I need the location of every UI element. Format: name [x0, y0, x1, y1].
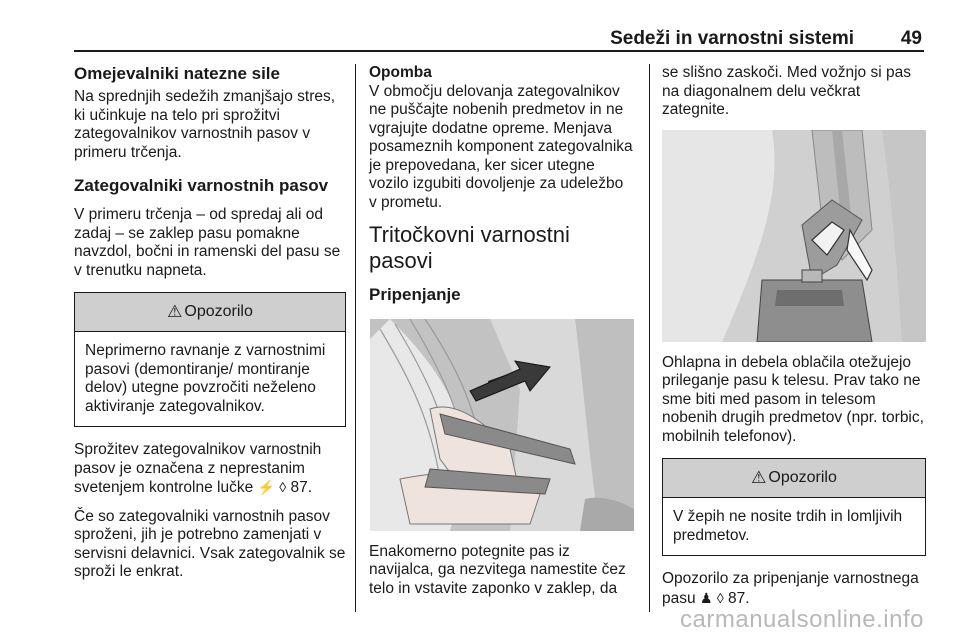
- warning-title: Opozorilo: [768, 468, 837, 486]
- warning-triangle-icon: ⚠: [751, 467, 767, 487]
- page-number: 49: [900, 28, 922, 49]
- page-reference[interactable]: 87.: [728, 589, 750, 607]
- warning-box: [662, 458, 926, 556]
- warning-header: [75, 293, 345, 332]
- paragraph: Sprožitev zategovalnikov varnostnih pasov je označena z neprestanim svetenjem kontrolne lučke ⚡ ◊ 87.: [74, 441, 322, 496]
- column-middle: [369, 64, 635, 608]
- page-reference-icon: ◊: [716, 589, 724, 606]
- section-heading: Zategovalniki varnostnih pasov: [74, 176, 329, 195]
- paragraph: Enakomerno potegnite pas iz navijalca, ga nezvitega namestite čez telo in vstavite zaponko v zaklep, da: [369, 542, 626, 597]
- page-header: [74, 28, 924, 52]
- section-heading: Omejevalniki natezne sile: [74, 64, 280, 83]
- warning-title: Opozorilo: [184, 302, 253, 320]
- paragraph: Opozorilo za pripenjanje varnostnega pasu ♟ ◊ 87.: [662, 570, 919, 607]
- warning-body: Neprimerno ravnanje z varnostnimi pasovi (demontiranje/ montiranje delov) utegne povzročiti neželeno aktiviranje zategovalnikov.: [85, 342, 326, 415]
- page-title: Sedeži in varnostni sistemi: [610, 28, 854, 49]
- column-divider: [355, 64, 356, 612]
- page-reference[interactable]: 87.: [290, 479, 313, 496]
- note-body: V območju delovanja zategovalnikov ne puščajte nobenih predmetov in ne vgrajujte dodatne opreme. Menjava posameznih komponent zategovalnika je prepovedana, ker sicer utegne vozilo izgubiti dovoljenje za udeležbo v prometu.: [369, 82, 633, 211]
- paragraph: Na sprednjih sedežih zmanjšajo stres, ki učinkuje na telo pri sprožitvi zategovalnikov varnostnih pasov v primeru trčenja.: [74, 88, 336, 161]
- paragraph: Ohlapna in debela oblačila otežujejo prileganje pasu k telesu. Prav tako ne sme biti med pasom in telesom nobenih drugih predmetov (npr. torbic, mobilnih telefonov).: [662, 353, 924, 445]
- warning-triangle-icon: ⚠: [167, 301, 183, 321]
- column-left: [74, 64, 346, 592]
- page-reference-icon: ◊: [279, 479, 287, 495]
- paragraph: se slišno zaskoči. Med vožnjo si pas na diagonalnem delu večkrat zategnite.: [662, 64, 911, 118]
- seatbelt-buckle-illustration: [662, 130, 926, 342]
- warning-body: V žepih ne nosite trdih in lomljivih predmetov.: [673, 508, 903, 544]
- warning-box: [74, 292, 346, 427]
- warning-header: [663, 459, 925, 498]
- seatbelt-fastening-illustration: [369, 319, 635, 531]
- column-right: [662, 64, 926, 618]
- seatbelt-reminder-icon: ♟: [699, 589, 713, 606]
- paragraph: V primeru trčenja – od spredaj ali od zadaj – se zaklep pasu pomakne navzdol, bočni in ramenski del pasu se v trenutku napneta.: [74, 206, 341, 279]
- watermark: carmanualsonline.info: [680, 606, 924, 633]
- paragraph: Če so zategovalniki varnostnih pasov sproženi, jih je potrebno zamenjati v servisni delavnici. Vsak zategovalnik se sproži le enkrat.: [74, 507, 346, 580]
- section-heading-large: Tritočkovni varnostni pasovi: [369, 222, 570, 273]
- column-divider: [649, 64, 650, 612]
- section-heading: Pripenjanje: [369, 285, 461, 304]
- seatbelt-pretensioner-icon: ⚡: [257, 479, 275, 495]
- note-title: Opomba: [369, 64, 432, 81]
